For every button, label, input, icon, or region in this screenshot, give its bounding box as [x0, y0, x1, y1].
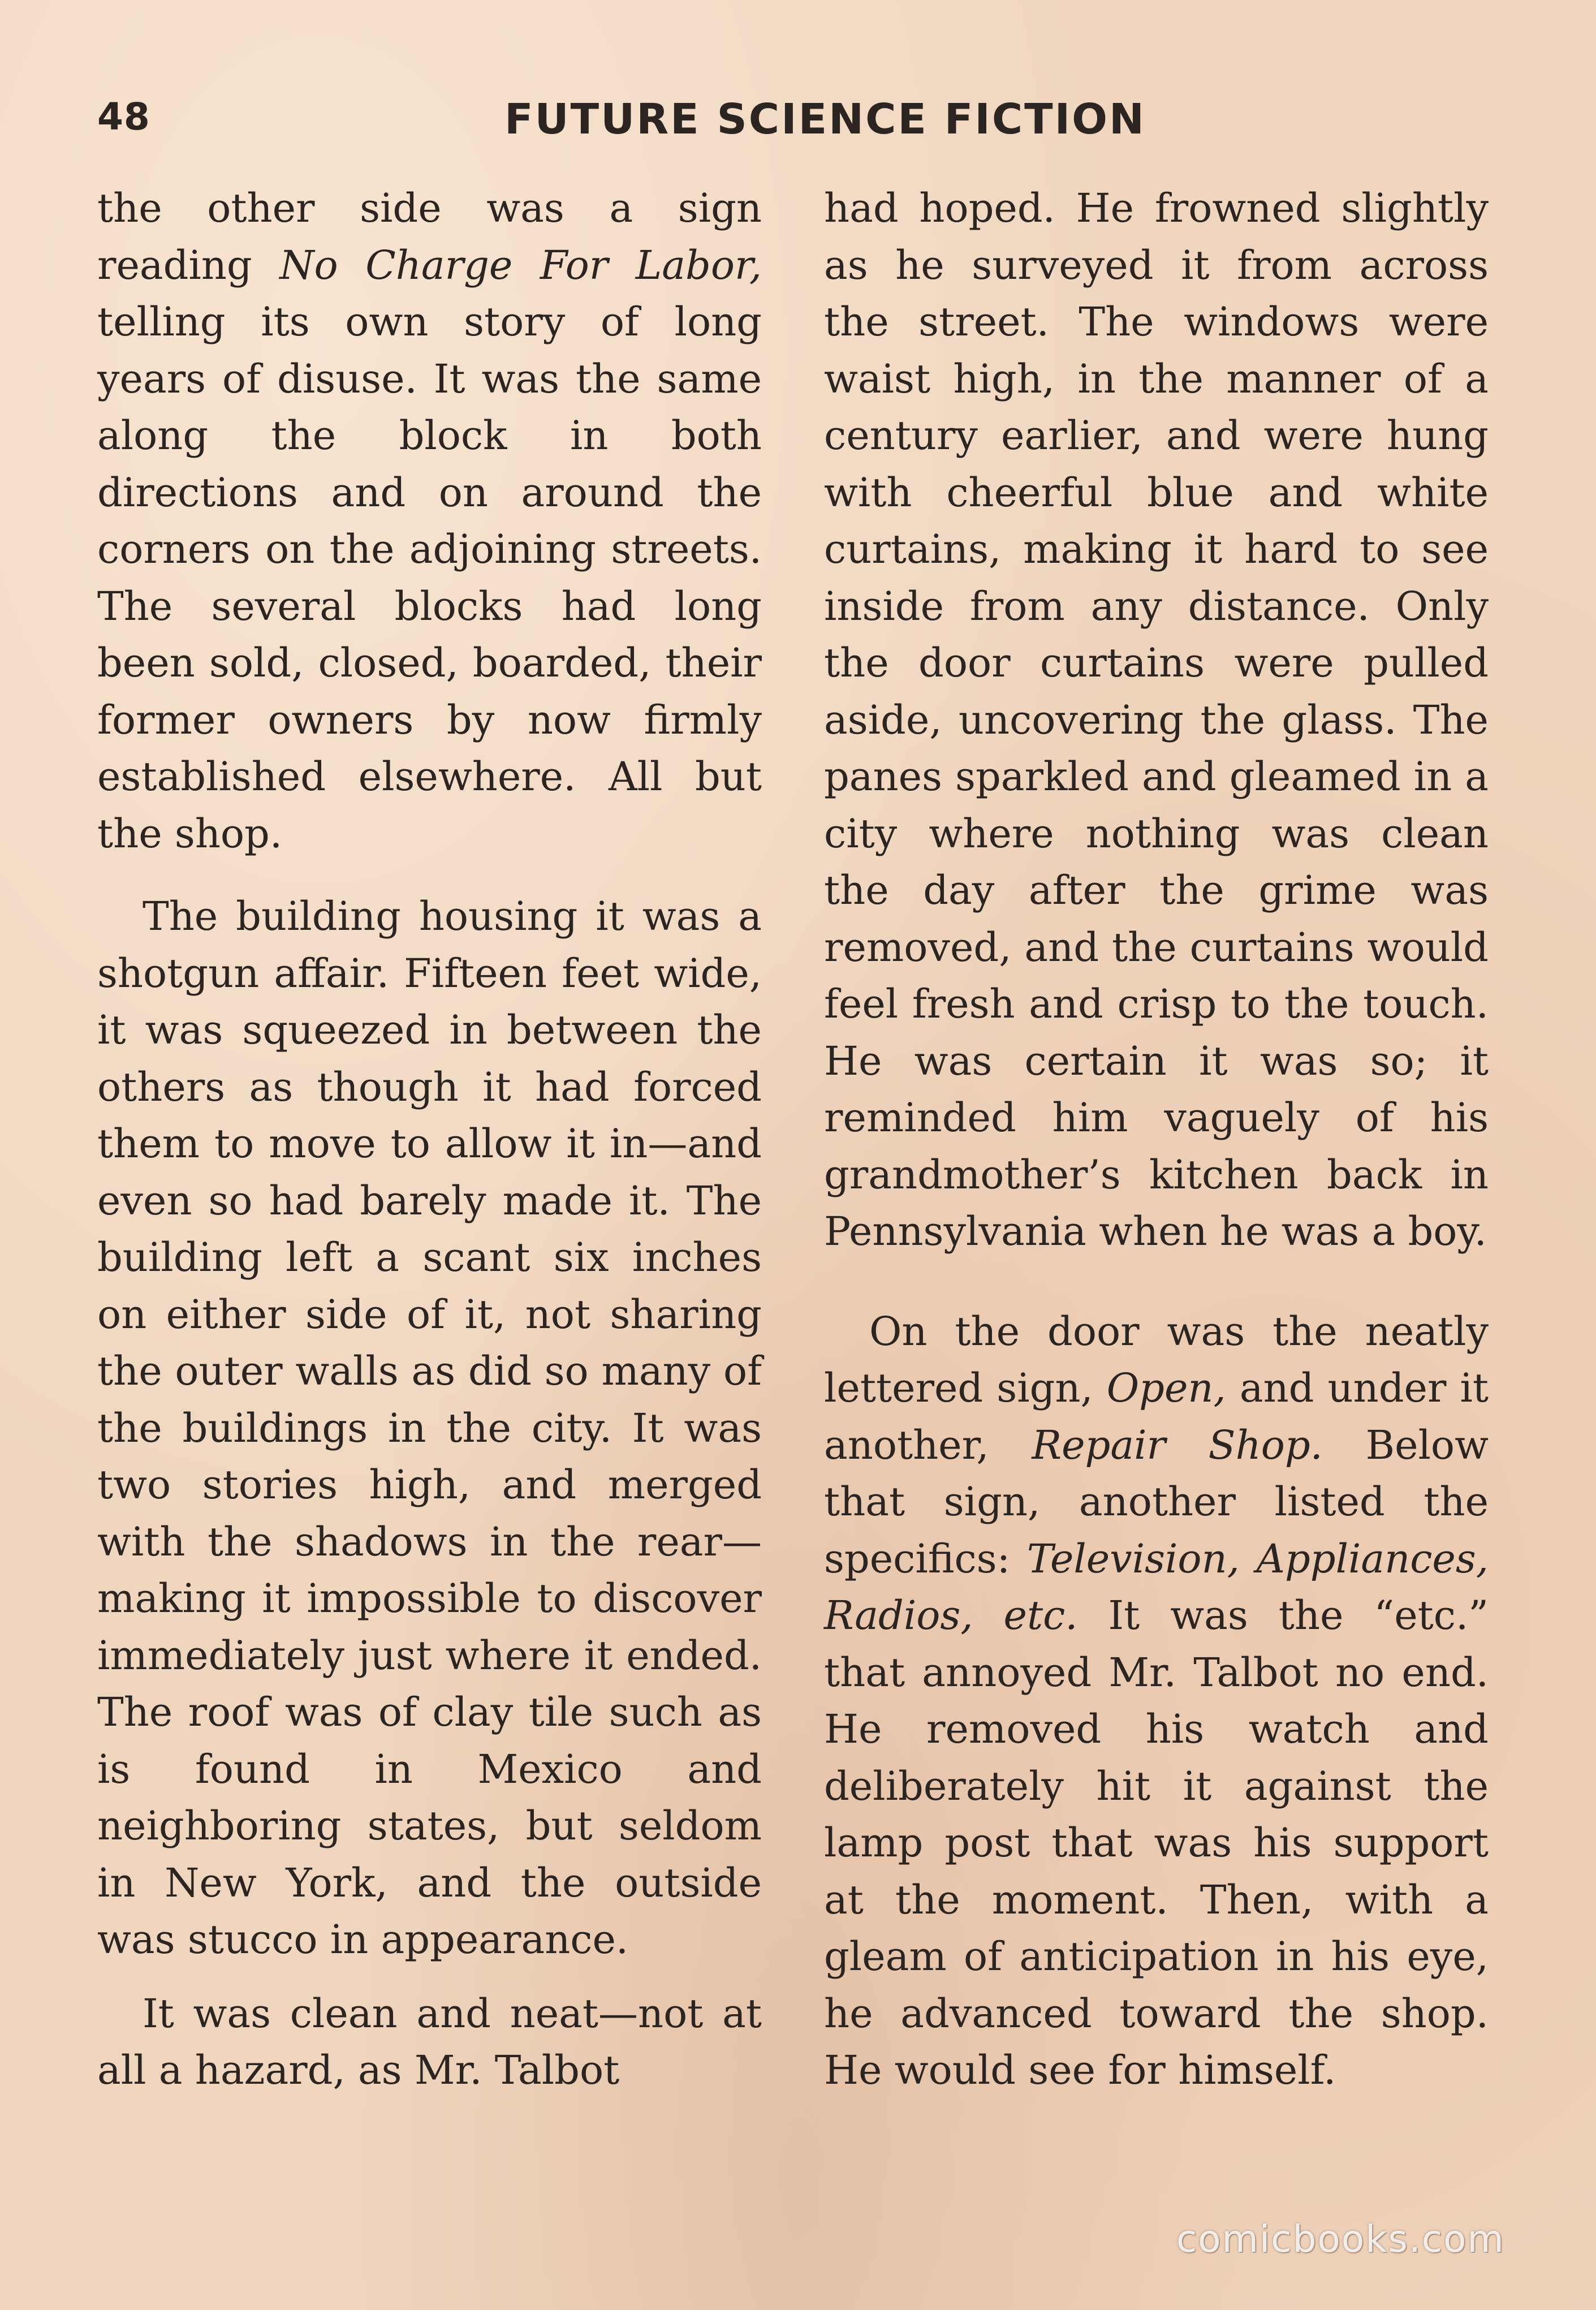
text-run: and under it another,	[824, 1365, 1489, 1468]
left-paragraph-1	[97, 180, 762, 862]
text-run: It was the “etc.” that annoyed Mr. Talbot no end. He removed his watch and deliberately hit it against the lamp post that was his support at the moment. Then, with a gleam of anticipation in his eye, he advanced toward the shop. He would see for himself.	[824, 1592, 1489, 2093]
text-run: Below that sign, another listed the specifics:	[824, 1421, 1489, 1582]
text-run: the other side was a sign reading	[97, 185, 762, 288]
watermark: comicbooks.com	[1176, 2217, 1505, 2261]
left-paragraph-3: It was clean and neat—not at all a hazard, as Mr. Talbot	[97, 1990, 762, 2093]
italic-sign-open: Open,	[1106, 1365, 1226, 1411]
right-column	[824, 180, 1489, 2099]
italic-sign-repair-shop: Repair Shop.	[1032, 1421, 1323, 1468]
right-paragraph-2	[824, 1303, 1489, 2099]
right-paragraph-1: had hoped. He frowned slightly as he surveyed it from across the street. The windows were waist high, in the manner of a century earlier, and were hung with cheerful blue and white curtains, making it hard to see inside from any distance. Only the door curtains were pulled aside, uncovering the glass. The panes sparkled and gleamed in a city where nothing was clean the day after the grime was removed, and the curtains would feel fresh and crisp to the touch. He was certain it was so; it reminded him vaguely of his grandmother’s kitchen back in Pennsylvania when he was a boy.	[824, 185, 1489, 1255]
left-paragraph-2: The building housing it was a shotgun affair. Fifteen feet wide, it was squeezed in between the others as though it had forced them to move to allow it in—and even so had barely made it. The building left a scant six inches on either side of it, not sharing the outer walls as did so many of the buildings in the city. It was two stories high, and merged with the shadows in the rear—making it impossible to discover immediately just where it ended. The roof was of clay tile such as is found in Mexico and neighboring states, but seldom in New York, and the outside was stucco in appearance.	[97, 893, 762, 1963]
page-header	[97, 95, 1494, 152]
italic-sign-specifics: Television, Appliances, Radios, etc.	[824, 1535, 1489, 1639]
text-run: On the door was the neatly lettered sign,	[824, 1308, 1489, 1411]
page-number: 48	[97, 95, 150, 139]
text-run: telling its own story of long years of disuse. It was the same along the block in both directions and on around the corners on the adjoining streets. The several blocks had long been sold, closed, boarded, their former owners by now firmly established elsewhere. All but the shop.	[97, 299, 762, 857]
italic-sign-text: No Charge For Labor,	[279, 242, 762, 288]
left-column	[97, 180, 762, 2099]
running-title: FUTURE SCIENCE FICTION	[504, 95, 1146, 144]
